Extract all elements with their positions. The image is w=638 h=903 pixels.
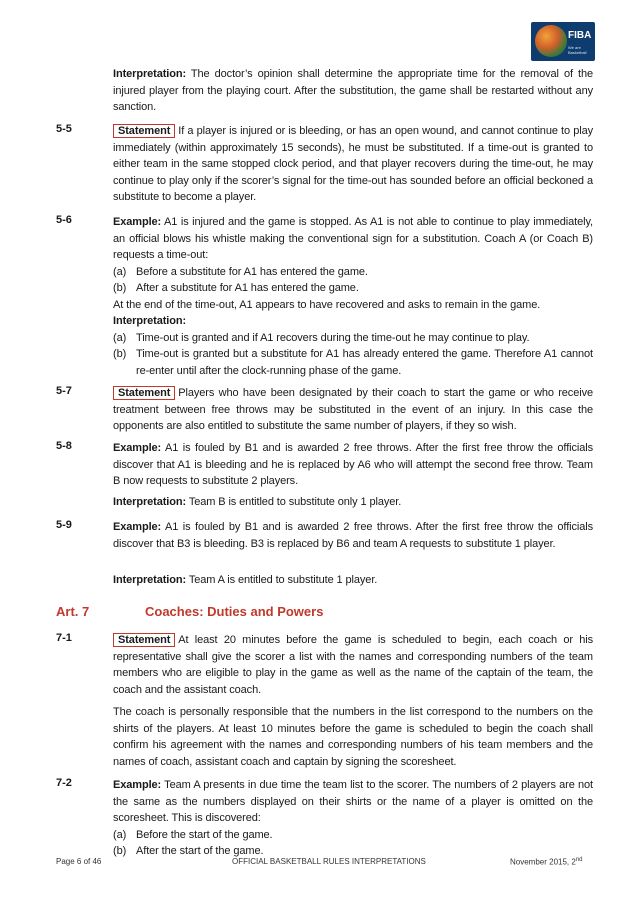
example-5-6 (113, 214, 593, 314)
example-list (113, 264, 593, 297)
example-tail: At the end of the time-out, A1 appears to have recovered and asks to remain in the game. (113, 298, 541, 311)
list-item: (a) Before a substitute for A1 has entered the game. (113, 265, 368, 278)
interpretation-text: The doctor’s opinion shall determine the appropriate time for the removal of the injured player from the playing court. After the substitution, the game shall be restarted without any sanction. (113, 68, 593, 114)
interpretation-text: Team B is entitled to substitute only 1 player. (186, 496, 402, 508)
section-number-5-9: 5-9 (56, 519, 72, 531)
list-item: (b) After the start of the game. (113, 845, 264, 858)
statement-text: If a player is injured or is bleeding, or has an open wound, and cannot continue to play immediately (within approximately 15 seconds), he must be substituted. If a time-out is granted to either team in the same stopped clock period, and that player recovers during the time-out, he may continue to play only if the scorer’s signal for the time-out has sounded before an official beckoned a substitute to become a player. (113, 125, 593, 204)
statement-label: Statement (113, 124, 175, 138)
example-5-8 (113, 440, 593, 490)
example-5-9 (113, 519, 593, 552)
interpretation-5-9 (113, 572, 593, 589)
interpretation-label: Interpretation: (113, 574, 187, 586)
list-item: (b) After a substitute for A1 has entered the game. (113, 282, 359, 295)
statement-7-1-continued: The coach is personally responsible that the numbers in the list correspond to the numbers on the shirts of the players. At least 10 minutes before the game is scheduled to begin the coach shall confirm his agreement with the names and corresponding numbers of his team members and the names of coach, assistant coach and captain by signing the scoresheet. (113, 706, 593, 768)
fiba-logo (531, 22, 595, 61)
interpretation-5-8 (113, 494, 593, 511)
article-number: Art. 7 (56, 604, 90, 619)
list-item: (a) Before the start of the game. (113, 828, 273, 841)
section-number-5-7: 5-7 (56, 385, 72, 397)
section-number-7-2: 7-2 (56, 777, 72, 789)
basketball-globe-icon (535, 25, 567, 57)
list-item: (a) Time-out is granted and if A1 recovers during the time-out he may continue to play. (113, 331, 530, 344)
example-text: A1 is fouled by B1 and is awarded 2 free throws. After the first free throw the officials discover that A1 is bleeding and he is replaced by A6 who will attempt the second free throw. Team B now requests to substitute 2 players. (113, 442, 593, 488)
example-text: A1 is injured and the game is stopped. As A1 is not able to continue to play immediately, an official blows his whistle making the conventional sign for a substitution. Coach A (or Coach B) requests a time-out: (113, 216, 593, 262)
footer-date: November 2015, 2nd (510, 857, 583, 867)
example-text: Team A presents in due time the team list to the scorer. The numbers of 2 players are not the same as the numbers displayed on their shirts or the name of a player is omitted on the scoresheet. This is discovered: (113, 779, 593, 825)
interpretation-text: Team A is entitled to substitute 1 player. (186, 574, 378, 586)
statement-text: At least 20 minutes before the game is scheduled to begin, each coach or his representative shall give the scorer a list with the names and corresponding numbers of the team members who are eligible to play in the game as well as the name of the captain of the team, the coach and the assistant coach. (113, 634, 593, 696)
example-label: Example: (113, 216, 162, 228)
section-number-5-8: 5-8 (56, 440, 72, 452)
interpretation-list (113, 330, 593, 380)
list-item: (b) Time-out is granted but a substitute for A1 has already entered the game. Therefore A1 cannot re-enter until after the clock-running phase of the game. (113, 348, 593, 377)
example-7-2 (113, 777, 593, 860)
section-number-7-1: 7-1 (56, 632, 72, 644)
interpretation-label: Interpretation: (113, 68, 187, 80)
statement-label: Statement (113, 386, 175, 400)
interpretation-label: Interpretation: (113, 315, 187, 327)
statement-label: Statement (113, 633, 175, 647)
logo-subtext: We are Basketball (568, 45, 587, 55)
example-label: Example: (113, 779, 162, 791)
footer-page-number: Page 6 of 46 (56, 857, 102, 866)
example-list (113, 827, 593, 860)
example-label: Example: (113, 442, 162, 454)
statement-text: Players who have been designated by their coach to start the game or who receive treatment between free throws may be substituted in the event of an injury. In this case the opponents are also entitled to substitute the same number of players, if they so wish. (113, 387, 593, 433)
statement-5-7 (113, 385, 593, 435)
example-label: Example: (113, 521, 162, 533)
example-text: A1 is fouled by B1 and is awarded 2 free throws. After the first free throw the officials discover that B3 is bleeding. B3 is replaced by B6 and team A requests to substitute 1 player. (113, 521, 593, 550)
section-number-5-6: 5-6 (56, 214, 72, 226)
interpretation-top (113, 66, 593, 116)
statement-7-1 (113, 632, 593, 698)
interpretation-5-6 (113, 313, 593, 379)
footer-title: OFFICIAL BASKETBALL RULES INTERPRETATIONS (232, 857, 426, 866)
interpretation-label: Interpretation: (113, 496, 187, 508)
section-number-5-5: 5-5 (56, 123, 72, 135)
logo-text: FIBA (568, 30, 592, 41)
statement-5-5 (113, 123, 593, 206)
article-title: Coaches: Duties and Powers (145, 604, 324, 619)
